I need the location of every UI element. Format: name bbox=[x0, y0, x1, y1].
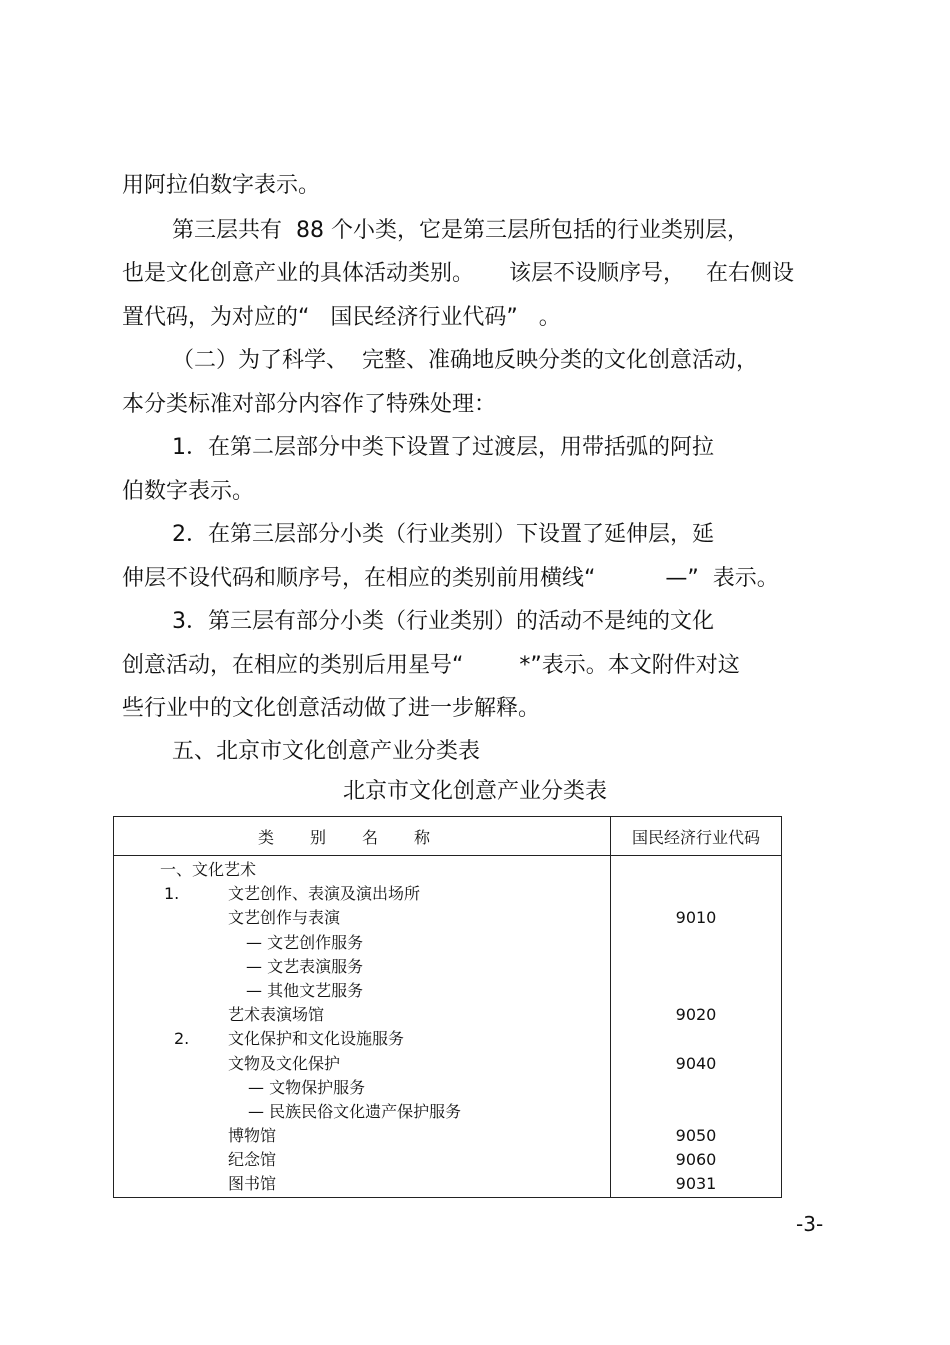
paragraph-line: 用阿拉伯数字表示。 bbox=[122, 173, 321, 198]
category-name: — 文物保护服务 bbox=[248, 1077, 366, 1097]
table-header-row bbox=[114, 817, 782, 856]
table-row bbox=[114, 1148, 610, 1172]
category-name: 博物馆 bbox=[228, 1126, 277, 1146]
category-name: 艺术表演场馆 bbox=[228, 1005, 325, 1025]
header-category-name: 类别名称 bbox=[114, 817, 611, 856]
industry-code: 9050 bbox=[675, 1126, 717, 1146]
industry-code bbox=[611, 1076, 781, 1100]
industry-code: 9010 bbox=[675, 908, 717, 928]
table-row bbox=[114, 979, 610, 1003]
table-row bbox=[114, 858, 610, 882]
category-name: 文物及文化保护 bbox=[228, 1053, 341, 1073]
paragraph-line: 置代码，为对应的“ 国民经济行业代码” 。 bbox=[122, 305, 561, 330]
section-heading: 五、北京市文化创意产业分类表 bbox=[172, 739, 481, 764]
industry-code: 9060 bbox=[675, 1150, 717, 1170]
table-body-row bbox=[114, 856, 782, 1198]
industry-code: 9020 bbox=[675, 1005, 717, 1025]
code-column bbox=[611, 856, 782, 1198]
industry-code bbox=[611, 1027, 781, 1051]
table-title: 北京市文化创意产业分类表 bbox=[342, 779, 607, 804]
industry-code bbox=[611, 1100, 781, 1124]
row-number: 1. bbox=[164, 884, 180, 904]
industry-code bbox=[611, 955, 781, 979]
paragraph-line: 2．在第三层部分小类（行业类别）下设置了延伸层，延 bbox=[172, 522, 714, 547]
category-name: 一、文化艺术 bbox=[160, 860, 257, 879]
industry-code: 9031 bbox=[675, 1174, 717, 1194]
category-name: 文艺创作与表演 bbox=[228, 908, 341, 928]
paragraph-line: 第三层共有 88 个小类，它是第三层所包括的行业类别层， bbox=[172, 218, 749, 243]
paragraph-line: 创意活动，在相应的类别后用星号“ *”表示。本文附件对这 bbox=[122, 653, 740, 678]
industry-code bbox=[611, 931, 781, 955]
paragraph-line: 本分类标准对部分内容作了特殊处理： bbox=[122, 392, 497, 417]
category-name: 文化保护和文化设施服务 bbox=[228, 1029, 405, 1049]
category-column bbox=[114, 856, 611, 1198]
classification-table bbox=[113, 816, 782, 1198]
paragraph-line: 1．在第二层部分中类下设置了过渡层，用带括弧的阿拉 bbox=[172, 435, 714, 460]
table-row bbox=[114, 931, 610, 955]
page-number: -3- bbox=[796, 1212, 824, 1236]
category-name: — 民族民俗文化遗产保护服务 bbox=[248, 1101, 462, 1121]
table-row bbox=[114, 882, 610, 906]
table-row bbox=[114, 1100, 610, 1124]
header-industry-code: 国民经济行业代码 bbox=[611, 817, 782, 856]
industry-code bbox=[611, 858, 781, 882]
industry-code: 9040 bbox=[675, 1053, 717, 1073]
table-row bbox=[114, 1003, 610, 1027]
industry-code bbox=[611, 882, 781, 906]
table-row bbox=[114, 1076, 610, 1100]
paragraph-line: 些行业中的文化创意活动做了进一步解释。 bbox=[122, 696, 541, 721]
category-name: 文艺创作、表演及演出场所 bbox=[228, 884, 421, 904]
category-name: 纪念馆 bbox=[228, 1150, 277, 1170]
category-name: — 其他文艺服务 bbox=[246, 980, 364, 1000]
table-row bbox=[114, 1027, 610, 1051]
table-row bbox=[114, 955, 610, 979]
table-row bbox=[114, 1124, 610, 1148]
paragraph-line: （二）为了科学、 完整、准确地反映分类的文化创意活动， bbox=[172, 348, 758, 373]
paragraph-line: 伸层不设代码和顺序号，在相应的类别前用横线“ —” 表示。 bbox=[122, 566, 779, 591]
table-row bbox=[114, 1052, 610, 1076]
paragraph-line: 3．第三层有部分小类（行业类别）的活动不是纯的文化 bbox=[172, 609, 714, 634]
paragraph-line: 伯数字表示。 bbox=[122, 479, 255, 504]
category-name: — 文艺创作服务 bbox=[246, 932, 364, 952]
table-row bbox=[114, 1172, 610, 1196]
paragraph-line: 也是文化创意产业的具体活动类别。 该层不设顺序号， 在右侧设 bbox=[122, 261, 794, 286]
category-name: — 文艺表演服务 bbox=[246, 956, 364, 976]
table-row bbox=[114, 906, 610, 930]
industry-code bbox=[611, 979, 781, 1003]
row-number: 2. bbox=[174, 1029, 190, 1049]
category-name: 图书馆 bbox=[228, 1174, 277, 1194]
